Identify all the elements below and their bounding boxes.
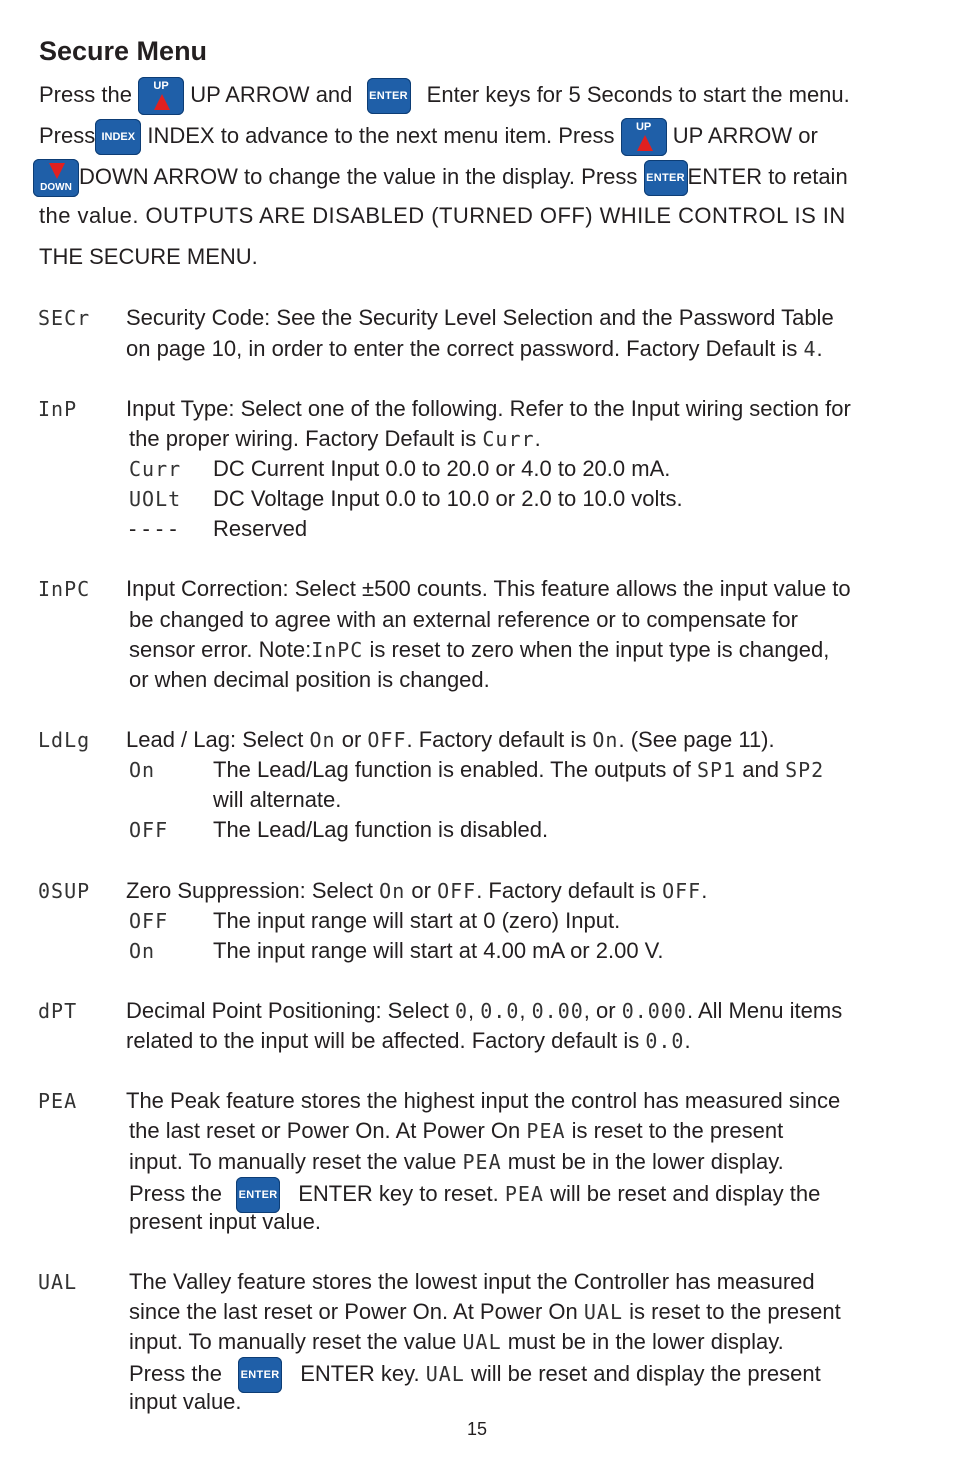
menu-code-inpc: InPC (38, 577, 91, 601)
val-inline-code: UAL (583, 1300, 624, 1324)
val-line-3 (129, 1327, 784, 1357)
secr-default-value: 4 (803, 337, 817, 361)
down-arrow-key-icon: DOWN (33, 159, 79, 197)
inp-line-2 (129, 424, 541, 454)
pea-text: input. To manually reset the value (129, 1149, 457, 1174)
dpt-option: 0.00 (531, 999, 584, 1023)
inp-option-text: DC Current Input 0.0 to 20.0 or 4.0 to 20.0 mA. (213, 456, 671, 481)
inpc-text: sensor error. Note: (129, 637, 312, 662)
osup-option-on-text: The input range will start at 4.00 mA or 2.00 V. (213, 938, 664, 963)
dpt-text: . All Menu items (686, 998, 843, 1023)
off-code: OFF (367, 728, 407, 752)
ldlg-option-on-text-2: will alternate. (213, 787, 342, 812)
up-arrow-key-icon: UP (621, 118, 667, 156)
inp-option-text: Reserved (213, 516, 308, 541)
sp1-code: SP1 (696, 758, 737, 782)
inp-option-text: DC Voltage Input 0.0 to 10.0 or 2.0 to 10.0 volts. (213, 486, 683, 511)
val-text: must be in the lower display. (507, 1329, 784, 1354)
val-line-5: input value. (129, 1389, 242, 1414)
pea-text: must be in the lower display. (507, 1149, 784, 1174)
punct: . (684, 1028, 691, 1053)
ldlg-text: or (341, 727, 362, 752)
menu-code-val: UAL (38, 1270, 78, 1294)
page-number: 15 (466, 1419, 488, 1439)
pea-text: the last reset or Power On. At Power On (129, 1118, 521, 1143)
secr-text: on page 10, in order to enter the correct password. Factory Default is (126, 336, 798, 361)
punct: . (534, 426, 541, 451)
inpc-inline-code: InPC (311, 638, 364, 662)
inpc-line-3 (129, 635, 829, 665)
pea-line-3 (129, 1147, 784, 1177)
val-text: since the last reset or Power On. At Power On (129, 1299, 578, 1324)
osup-default-value: OFF (662, 879, 702, 903)
dpt-option: 0.0 (480, 999, 520, 1023)
inpc-line-2: be changed to agree with an external reference or to compensate for (129, 607, 798, 632)
ldlg-text: . Factory default is (406, 727, 587, 752)
punct: . (701, 878, 708, 903)
intro-text: UP ARROW and (190, 81, 353, 107)
dpt-text: related to the input will be affected. Factory default is (126, 1028, 640, 1053)
secr-line-2 (126, 334, 823, 364)
osup-text: or (411, 878, 431, 903)
enter-key-icon: ENTER (238, 1357, 282, 1393)
ldlg-text: The Lead/Lag function is enabled. The outputs of (213, 757, 691, 782)
intro-text: Press (39, 122, 96, 148)
val-text: input. To manually reset the value (129, 1329, 457, 1354)
enter-key-icon: ENTER (644, 160, 688, 196)
val-text: will be reset and display the present (470, 1360, 821, 1386)
inp-text: the proper wiring. Factory Default is (129, 426, 477, 451)
val-text: is reset to the present (629, 1299, 841, 1324)
inp-option-code: UOLt (129, 487, 182, 511)
pea-text: Press the (129, 1180, 222, 1206)
osup-text: Zero Suppression: Select (126, 878, 374, 903)
on-code: On (379, 879, 406, 903)
menu-code-ldlg: LdLg (38, 728, 91, 752)
pea-inline-code: PEA (526, 1119, 566, 1143)
menu-code-pea: PEA (38, 1089, 78, 1113)
intro-line-5: THE SECURE MENU. (39, 244, 258, 269)
inp-option-code: - - - - (129, 516, 177, 541)
intro-text: DOWN ARROW to change the value in the display. Press (79, 163, 638, 189)
pea-line-5: present input value. (129, 1209, 322, 1234)
intro-text: Enter keys for 5 Seconds to start the menu. (426, 81, 850, 107)
pea-line-1: The Peak feature stores the highest input the control has measured since (126, 1088, 841, 1113)
osup-option-off-text: The input range will start at 0 (zero) Input. (213, 908, 621, 933)
val-line-2 (129, 1297, 841, 1327)
inpc-text: is reset to zero when the input type is changed, (369, 637, 830, 662)
ldlg-text: . (See page 11). (618, 727, 775, 752)
pea-text: ENTER key to reset. (298, 1180, 499, 1206)
intro-text: UP ARROW or (672, 122, 818, 148)
menu-code-osup: 0SUP (38, 879, 91, 903)
osup-option-code: On (129, 939, 156, 963)
val-line-1: The Valley feature stores the lowest input the Controller has measured (129, 1269, 815, 1294)
punct: , (519, 998, 526, 1023)
inp-line-1: Input Type: Select one of the following. Refer to the Input wiring section for (126, 396, 851, 421)
dpt-line-2 (126, 1026, 691, 1056)
menu-code-inp: InP (38, 397, 78, 421)
inp-option-code: Curr (129, 457, 182, 481)
osup-text: . Factory default is (476, 878, 656, 903)
inp-default-value: Curr (482, 427, 535, 451)
intro-line-1 (39, 77, 850, 115)
ldlg-text: and (742, 757, 779, 782)
sp2-code: SP2 (785, 758, 825, 782)
val-inline-code: UAL (462, 1330, 502, 1354)
pea-text: will be reset and display the (550, 1180, 821, 1206)
pea-text: is reset to the present (571, 1118, 784, 1143)
enter-key-icon: ENTER (236, 1177, 280, 1213)
intro-text: Press the (39, 81, 132, 107)
off-code: OFF (437, 879, 477, 903)
osup-option-code: OFF (129, 909, 169, 933)
pea-inline-code: PEA (462, 1150, 502, 1174)
ldlg-line-1 (126, 725, 775, 755)
pea-line-2 (129, 1116, 783, 1146)
dpt-line-1 (126, 996, 842, 1026)
punct: , (468, 998, 475, 1023)
intro-text: ENTER to retain (687, 163, 848, 189)
pea-inline-code: PEA (504, 1181, 544, 1206)
menu-code-dpt: dPT (38, 999, 78, 1023)
dpt-option: 0 (454, 999, 468, 1023)
page-title: Secure Menu (39, 36, 208, 66)
menu-code-secr: SECr (38, 306, 91, 330)
ldlg-option-on-text (213, 755, 824, 785)
dpt-option: 0.000 (621, 999, 687, 1023)
ldlg-text: Lead / Lag: Select (126, 727, 304, 752)
intro-line-2 (39, 118, 818, 156)
val-text: Press the (129, 1360, 222, 1386)
ldlg-option-code: OFF (129, 818, 169, 842)
val-inline-code: UAL (425, 1361, 465, 1386)
intro-line-3 (33, 159, 848, 197)
dpt-text: Decimal Point Positioning: Select (126, 998, 449, 1023)
dpt-text: , or (583, 998, 616, 1023)
enter-key-icon: ENTER (367, 78, 411, 114)
on-code: On (309, 728, 336, 752)
index-key-icon: INDEX (95, 119, 141, 155)
intro-text: INDEX to advance to the next menu item. Press (147, 122, 615, 148)
ldlg-default-value: On (592, 728, 619, 752)
val-text: ENTER key. (300, 1360, 420, 1386)
inpc-line-1: Input Correction: Select ±500 counts. This feature allows the input value to (126, 576, 851, 601)
secr-line-1: Security Code: See the Security Level Selection and the Password Table (126, 305, 834, 330)
up-arrow-key-icon: UP (138, 77, 184, 115)
dpt-default-value: 0.0 (645, 1029, 685, 1053)
ldlg-option-code: On (129, 758, 156, 782)
inpc-line-4: or when decimal position is changed. (129, 667, 490, 692)
osup-line-1 (126, 876, 707, 906)
intro-line-4: the value. OUTPUTS ARE DISABLED (TURNED OFF) WHILE CONTROL IS IN (39, 203, 846, 228)
punct: . (816, 336, 823, 361)
ldlg-option-off-text: The Lead/Lag function is disabled. (213, 817, 549, 842)
